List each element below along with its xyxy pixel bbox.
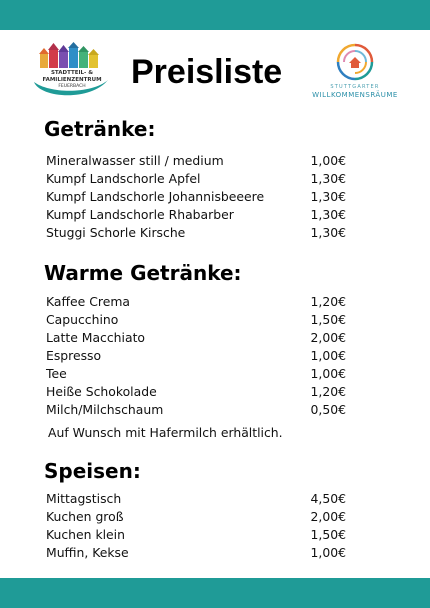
bottom-teal-band — [0, 578, 430, 608]
list-item — [46, 383, 346, 401]
list-item — [46, 170, 346, 188]
section-heading-getraenke: Getränke: — [44, 117, 156, 141]
item-name: Capucchino — [46, 312, 119, 327]
list-item — [46, 526, 346, 544]
logo-left-line1: STADTTEIL- & — [50, 70, 94, 76]
item-name: Mittagstisch — [46, 491, 122, 506]
item-name: Latte Macchiato — [46, 330, 146, 345]
item-price: 2,00€ — [310, 330, 346, 345]
speisen-list — [46, 490, 346, 562]
logo-left-line3: FEUERBACH — [58, 84, 86, 89]
list-item — [46, 293, 346, 311]
item-name: Heiße Schokolade — [46, 384, 157, 399]
item-name: Milch/Milchschaum — [46, 402, 164, 417]
item-price: 0,50€ — [310, 402, 346, 417]
list-item — [46, 152, 346, 170]
logo-right-line2: WILLKOMMENSRÄUME — [312, 91, 398, 99]
list-item — [46, 490, 346, 508]
item-price: 1,00€ — [310, 545, 346, 560]
item-price: 1,30€ — [310, 225, 346, 240]
circle-house-icon — [335, 42, 375, 82]
hafermilch-note: Auf Wunsch mit Hafermilch erhältlich. — [48, 425, 283, 440]
item-price: 1,20€ — [310, 384, 346, 399]
logo-left-line2: FAMILIENZENTRUM — [42, 77, 102, 83]
list-item — [46, 347, 346, 365]
item-price: 2,00€ — [310, 509, 346, 524]
list-item — [46, 329, 346, 347]
item-name: Espresso — [46, 348, 102, 363]
item-name: Kaffee Crema — [46, 294, 130, 309]
item-price: 1,30€ — [310, 189, 346, 204]
item-price: 1,20€ — [310, 294, 346, 309]
logo-right-line1: STUTTGARTER — [330, 84, 380, 90]
list-item — [46, 206, 346, 224]
getraenke-list — [46, 152, 346, 242]
warme-getraenke-list — [46, 293, 346, 419]
section-heading-speisen: Speisen: — [44, 459, 141, 483]
list-item — [46, 224, 346, 242]
stadtteil-familienzentrum-logo — [30, 42, 110, 102]
item-price: 1,00€ — [310, 366, 346, 381]
item-price: 1,50€ — [310, 312, 346, 327]
item-price: 1,30€ — [310, 171, 346, 186]
willkommensraeume-logo — [310, 42, 400, 104]
item-price: 1,50€ — [310, 527, 346, 542]
list-item — [46, 188, 346, 206]
item-name: Stuggi Schorle Kirsche — [46, 225, 186, 240]
list-item — [46, 365, 346, 383]
item-price: 1,00€ — [310, 153, 346, 168]
list-item — [46, 544, 346, 562]
top-teal-band — [0, 0, 430, 30]
item-name: Muffin, Kekse — [46, 545, 129, 560]
item-name: Kumpf Landschorle Johannisbeeere — [46, 189, 265, 204]
item-name: Kuchen klein — [46, 527, 125, 542]
item-name: Kumpf Landschorle Apfel — [46, 171, 201, 186]
section-heading-warme-getraenke: Warme Getränke: — [44, 261, 242, 285]
page-title: Preisliste — [131, 53, 283, 91]
item-name: Tee — [46, 366, 67, 381]
item-price: 1,30€ — [310, 207, 346, 222]
item-name: Kuchen groß — [46, 509, 124, 524]
item-price: 4,50€ — [310, 491, 346, 506]
item-name: Mineralwasser still / medium — [46, 153, 224, 168]
list-item — [46, 508, 346, 526]
item-name: Kumpf Landschorle Rhabarber — [46, 207, 234, 222]
list-item — [46, 401, 346, 419]
item-price: 1,00€ — [310, 348, 346, 363]
list-item — [46, 311, 346, 329]
